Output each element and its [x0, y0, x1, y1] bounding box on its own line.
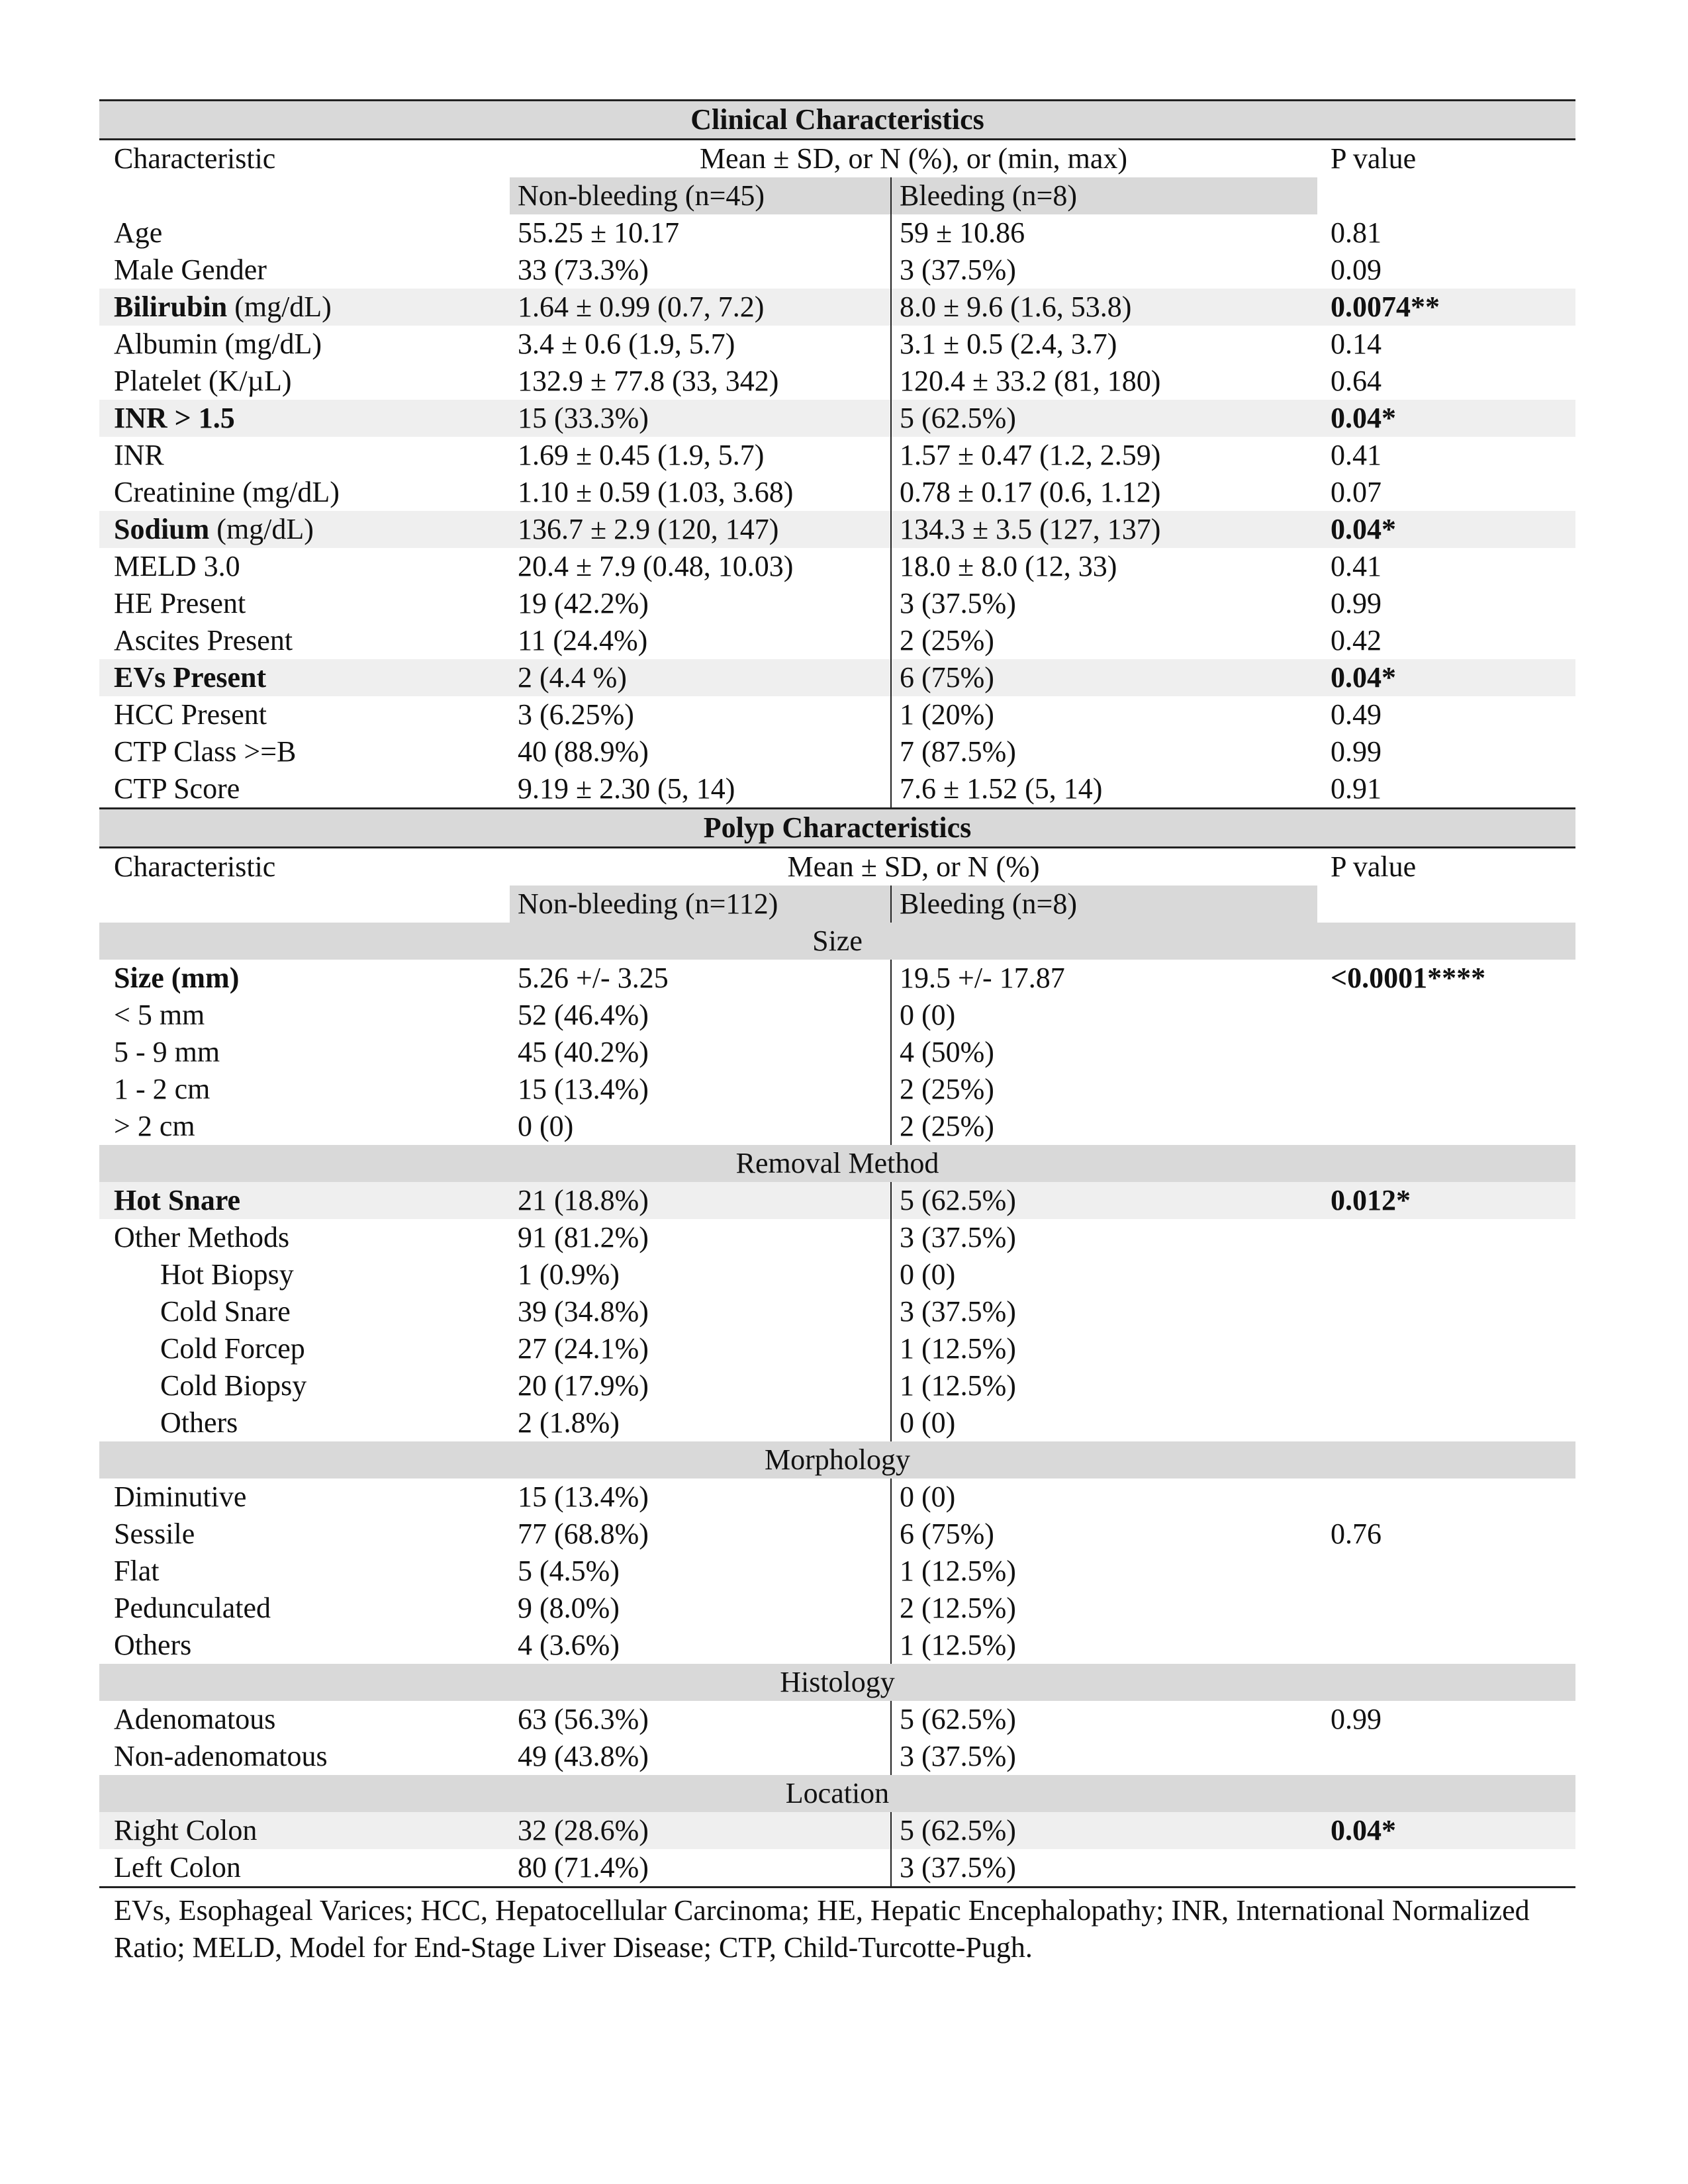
clinical-header-row: [99, 140, 1575, 177]
table-row: Cold Forcep 27 (24.1%) 1 (12.5%): [99, 1330, 1575, 1367]
table-row: Adenomatous 63 (56.3%) 5 (62.5%) 0.99: [99, 1701, 1575, 1738]
table-footnote: EVs, Esophageal Varices; HCC, Hepatocellular Carcinoma; HE, Hepatic Encephalopathy; INR, International Normalized Ratio; MELD, Model for End-Stage Liver Disease; CTP, Child-Turcotte-Pugh.: [114, 1894, 1530, 1964]
table-row: Left Colon 80 (71.4%) 3 (37.5%): [99, 1849, 1575, 1888]
table-row: Albumin (mg/dL) 3.4 ± 0.6 (1.9, 5.7) 3.1 ± 0.5 (2.4, 3.7) 0.14: [99, 326, 1575, 363]
table-row: 1 - 2 cm 15 (13.4%) 2 (25%): [99, 1071, 1575, 1108]
table-row-significant: EVs Present 2 (4.4 %) 6 (75%) 0.04*: [99, 659, 1575, 696]
table-row-significant: Right Colon 32 (28.6%) 5 (62.5%) 0.04*: [99, 1812, 1575, 1849]
table-row-significant: INR > 1.5 15 (33.3%) 5 (62.5%) 0.04*: [99, 400, 1575, 437]
table-row: INR 1.69 ± 0.45 (1.9, 5.7) 1.57 ± 0.47 (1.2, 2.59) 0.41: [99, 437, 1575, 474]
group-nonbleeding: Non-bleeding (n=112): [510, 886, 890, 923]
header-measure: Mean ± SD, or N (%), or (min, max): [699, 142, 1128, 175]
section-size: Size: [99, 923, 1575, 960]
table-row: Creatinine (mg/dL) 1.10 ± 0.59 (1.03, 3.68) 0.78 ± 0.17 (0.6, 1.12) 0.07: [99, 474, 1575, 511]
results-table: [99, 99, 1575, 1966]
table-row: > 2 cm 0 (0) 2 (25%): [99, 1108, 1575, 1145]
table-row: Other Methods 91 (81.2%) 3 (37.5%): [99, 1219, 1575, 1256]
section-removal-method: Removal Method: [99, 1145, 1575, 1182]
table-row: Non-adenomatous 49 (43.8%) 3 (37.5%): [99, 1738, 1575, 1775]
header-characteristic: Characteristic: [114, 850, 276, 883]
table-row: < 5 mm 52 (46.4%) 0 (0): [99, 997, 1575, 1034]
group-bleeding: Bleeding (n=8): [890, 886, 1317, 923]
header-pvalue: P value: [1331, 142, 1417, 175]
section-morphology: Morphology: [99, 1441, 1575, 1479]
section-location: Location: [99, 1775, 1575, 1812]
table-row: Flat 5 (4.5%) 1 (12.5%): [99, 1553, 1575, 1590]
header-pvalue: P value: [1331, 850, 1417, 883]
table-row: CTP Score 9.19 ± 2.30 (5, 14) 7.6 ± 1.52 (5, 14) 0.91: [99, 770, 1575, 807]
polyp-title: Polyp Characteristics: [99, 807, 1575, 848]
polyp-group-row: [99, 886, 1575, 923]
table-row: HE Present 19 (42.2%) 3 (37.5%) 0.99: [99, 585, 1575, 622]
table-row: HCC Present 3 (6.25%) 1 (20%) 0.49: [99, 696, 1575, 733]
table-row: Sessile 77 (68.8%) 6 (75%) 0.76: [99, 1516, 1575, 1553]
table-row: MELD 3.0 20.4 ± 7.9 (0.48, 10.03) 18.0 ± 8.0 (12, 33) 0.41: [99, 548, 1575, 585]
table-row: Pedunculated 9 (8.0%) 2 (12.5%): [99, 1590, 1575, 1627]
table-row: Ascites Present 11 (24.4%) 2 (25%) 0.42: [99, 622, 1575, 659]
header-characteristic: Characteristic: [114, 142, 276, 175]
table-row-significant: Hot Snare 21 (18.8%) 5 (62.5%) 0.012*: [99, 1182, 1575, 1219]
table-row: Cold Snare 39 (34.8%) 3 (37.5%): [99, 1293, 1575, 1330]
table-row: Age 55.25 ± 10.17 59 ± 10.86 0.81: [99, 214, 1575, 251]
table-row-significant: Bilirubin (mg/dL) 1.64 ± 0.99 (0.7, 7.2) 8.0 ± 9.6 (1.6, 53.8) 0.0074**: [99, 289, 1575, 326]
table-row: Cold Biopsy 20 (17.9%) 1 (12.5%): [99, 1367, 1575, 1404]
table-row: CTP Class >=B 40 (88.9%) 7 (87.5%) 0.99: [99, 733, 1575, 770]
clinical-group-row: [99, 177, 1575, 214]
header-measure: Mean ± SD, or N (%): [787, 850, 1040, 883]
table-row: Platelet (K/µL) 132.9 ± 77.8 (33, 342) 120.4 ± 33.2 (81, 180) 0.64: [99, 363, 1575, 400]
table-row-significant: Sodium (mg/dL) 136.7 ± 2.9 (120, 147) 134.3 ± 3.5 (127, 137) 0.04*: [99, 511, 1575, 548]
table-row: Male Gender 33 (73.3%) 3 (37.5%) 0.09: [99, 251, 1575, 289]
table-row: 5 - 9 mm 45 (40.2%) 4 (50%): [99, 1034, 1575, 1071]
clinical-title: Clinical Characteristics: [99, 99, 1575, 140]
table-row: Hot Biopsy 1 (0.9%) 0 (0): [99, 1256, 1575, 1293]
group-nonbleeding: Non-bleeding (n=45): [510, 177, 890, 214]
group-bleeding: Bleeding (n=8): [890, 177, 1317, 214]
section-histology: Histology: [99, 1664, 1575, 1701]
table-row: Diminutive 15 (13.4%) 0 (0): [99, 1479, 1575, 1516]
table-row: Size (mm) 5.26 +/- 3.25 19.5 +/- 17.87 <0.0001****: [99, 960, 1575, 997]
table-row: Others 4 (3.6%) 1 (12.5%): [99, 1627, 1575, 1664]
table-row: Others 2 (1.8%) 0 (0): [99, 1404, 1575, 1441]
polyp-header-row: [99, 848, 1575, 886]
